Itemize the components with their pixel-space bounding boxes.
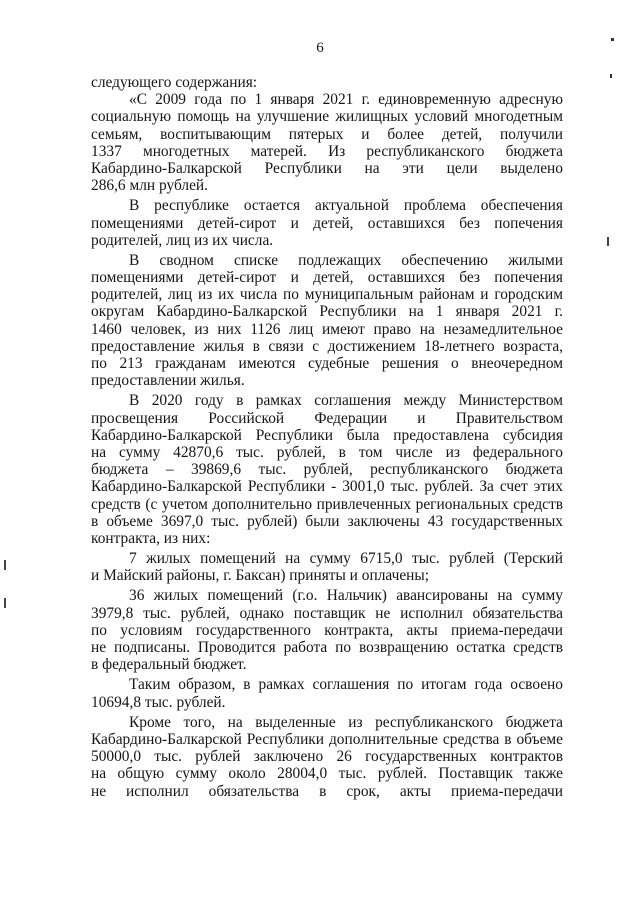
text-line: 50000,0 тыс. рублей заключено 26 государственных контрактов: [91, 748, 563, 766]
text-line: В сводном списке подлежащих обеспечению жилыми: [129, 251, 563, 269]
text-line: предоставлении жилья.: [91, 372, 245, 390]
scan-mark: [607, 237, 609, 246]
page-number: 6: [316, 40, 324, 56]
text-line: следующего содержания:: [91, 74, 258, 91]
text-line: помещениями детей-сирот и детей, оставшихся без попечения: [91, 214, 563, 232]
text-line: в объеме 3697,0 тыс. рублей) были заключены 43 государственных: [91, 512, 563, 530]
text-line: социальную помощь на улучшение жилищных условий многодетным: [91, 108, 563, 126]
text-line: семьям, воспитывающим пятерых и более детей, получили: [91, 125, 563, 143]
scan-mark: [4, 598, 6, 608]
text-line: предоставление жилья в связи с достижением 18-летнего возраста,: [91, 337, 563, 355]
text-line: 1460 человек, из них 1126 лиц имеют право на незамедлительное: [91, 320, 563, 338]
text-line: средств (с учетом дополнительно привлеченных региональных средств: [91, 495, 563, 513]
text-line: В 2020 году в рамках соглашения между Министерством: [129, 392, 563, 410]
text-line: 10694,8 тыс. рублей.: [91, 693, 226, 711]
text-line: бюджета – 39869,6 тыс. рублей, республиканского бюджета: [91, 461, 563, 479]
text-line: 3979,8 тыс. рублей, однако поставщик не исполнил обязательства: [91, 604, 563, 622]
text-line: по условиям государственного контракта, акты приема-передачи: [91, 621, 563, 639]
text-line: на общую сумму около 28004,0 тыс. рублей. Поставщик также: [91, 765, 563, 783]
text-line: контракта, из них:: [91, 529, 211, 547]
text-line: по 213 гражданам имеются судебные решения о внеочередном: [91, 355, 563, 372]
text-line: В республике остается актуальной проблема обеспечения: [129, 197, 563, 215]
text-line: 1337 многодетных матерей. Из республиканского бюджета: [91, 142, 563, 160]
text-line: 36 жилых помещений (г.о. Нальчик) авансированы на сумму: [129, 587, 563, 605]
text-line: 286,6 млн рублей.: [91, 177, 209, 195]
text-line: помещениями детей-сирот и детей, оставшихся без попечения: [91, 269, 563, 287]
text-line: Кабардино-Балкарской Республики на эти цели выделено: [91, 159, 563, 177]
scan-speck: [610, 74, 612, 78]
text-line: просвещения Российской Федерации и Правительством: [91, 409, 563, 427]
text-line: Кабардино-Балкарской Республики - 3001,0 тыс. рублей. За счет этих: [91, 478, 563, 496]
scan-mark: [4, 560, 6, 570]
text-line: Кроме того, на выделенные из республиканского бюджета: [129, 713, 563, 731]
text-line: «С 2009 года по 1 января 2021 г. единовременную адресную: [129, 91, 563, 109]
scan-speck: [611, 38, 614, 41]
text-line: Кабардино-Балкарской Республики дополнительные средства в объеме: [91, 730, 563, 748]
text-line: родителей, лиц из их числа по муниципальным районам и городским: [91, 286, 563, 304]
text-line: округам Кабардино-Балкарской Республики на 1 января 2021 г.: [91, 303, 563, 321]
text-line: родителей, лиц из их числа.: [91, 231, 274, 249]
text-line: не подписаны. Проводится работа по возвращению остатка средств: [91, 639, 563, 656]
document-body: [91, 74, 563, 800]
text-line: Кабардино-Балкарской Республики была предоставлена субсидия: [91, 426, 563, 444]
text-line: не исполнил обязательства в срок, акты приема-передачи: [91, 782, 563, 800]
text-line: и Майский районы, г. Баксан) приняты и оплачены;: [91, 567, 430, 585]
text-line: в федеральный бюджет.: [91, 656, 247, 674]
text-line: 7 жилых помещений на сумму 6715,0 тыс. рублей (Терский: [129, 550, 563, 568]
text-line: на сумму 42870,6 тыс. рублей, в том числе из федерального: [91, 443, 563, 461]
text-line: Таким образом, в рамках соглашения по итогам года освоено: [129, 676, 563, 694]
